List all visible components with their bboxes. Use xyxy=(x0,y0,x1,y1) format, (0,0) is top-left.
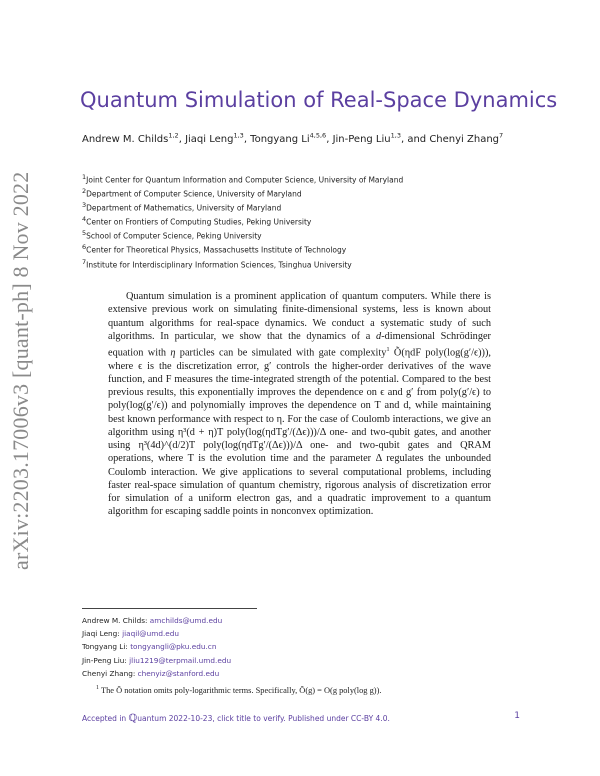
paper-title[interactable]: Quantum Simulation of Real-Space Dynamics xyxy=(80,88,558,112)
author: Andrew M. Childs$^{1,2}$, xyxy=(82,132,186,146)
author: Jiaqi Leng$^{1,3}$, xyxy=(185,132,251,146)
page-number: 1 xyxy=(514,711,520,721)
author-list xyxy=(82,132,532,145)
abstract: Quantum simulation is a prominent application of quantum computers. While there is extensive previous work on simulating finite-dimensional systems, less is known about quantum algorithms for real-space dynamics. We conduct a systematic study of such algorithms. In particular, we show that the dynamics of a d-dimensional Schrödinger equation with η particles can be simulated with gate complexity$^1$ Õ(ηdF poly(log(g′/ϵ))), where ϵ is the discretization error, g′ controls the higher-order derivatives of the wave function, and F measures the time-integrated strength of the potential. Compared to the best previous results, this exponentially improves the dependence on ϵ and g′ from poly(g′/ϵ) to poly(log(g′/ϵ)) and polynomially improves the dependence on T and d, while maintaining best known performance with respect to η. For the case of Coulomb interactions, we give an algorithm using η³(d + η)T poly(log(ηdTg′/(Δϵ)))/Δ one- and two-qubit gates, and another using η³(4d)^(d/2)T poly(log(ηdTg′/(Δϵ)))/Δ one- and two-qubit gates and QRAM operations, where T is the evolution time and the parameter Δ regulates the unbounded Coulomb interaction. We give applications to several computational problems, including faster real-space simulation of quantum chemistry, rigorous analysis of discretization error for simulation of a uniform electron gas, and a quadratic improvement to a quantum algorithm for escaping saddle points in nonconvex optimization. xyxy=(108,291,491,518)
footnote-marker[interactable]: 1 xyxy=(386,346,390,353)
contact-item: Jin-Peng Liu: jliu1219@terpmail.umd.edu xyxy=(82,655,232,665)
author: Jin-Peng Liu$^{1,3}$, and xyxy=(332,132,430,146)
affiliation: $^6$Center for Theoretical Physics, Massachusetts Institute of Technology xyxy=(82,243,347,255)
footnote: $^1$ The Õ notation omits poly-logarithmic terms. Specifically, Õ(g) = O(g poly(log g)). xyxy=(96,685,382,695)
arxiv-identifier: arXiv:2203.17006v3 [quant-ph] 8 Nov 2022 xyxy=(8,171,33,570)
journal-footer[interactable]: Accepted in ℚuantum 2022-10-23, click title to verify. Published under CC-BY 4.0. xyxy=(82,713,390,724)
contact-item: Chenyi Zhang: chenyiz@stanford.edu xyxy=(82,668,220,678)
contact-item: Tongyang Li: tongyangli@pku.edu.cn xyxy=(82,642,217,652)
email-link[interactable]: jliu1219@terpmail.umd.edu xyxy=(129,655,232,665)
author: Tongyang Li$^{4,5,6}$, xyxy=(250,132,333,146)
email-link[interactable]: chenyiz@stanford.edu xyxy=(137,668,220,678)
quantum-logo-icon: ℚ xyxy=(128,713,138,724)
footnote-divider xyxy=(82,608,257,609)
affiliation: $^5$School of Computer Science, Peking University xyxy=(82,229,262,241)
affiliation: $^3$Department of Mathematics, University of Maryland xyxy=(82,201,282,213)
email-link[interactable]: jiaqil@umd.edu xyxy=(122,629,180,639)
contact-item: Jiaqi Leng: jiaqil@umd.edu xyxy=(82,629,180,639)
author: Chenyi Zhang$^7$ xyxy=(429,132,504,146)
affiliation: $^4$Center on Frontiers of Computing Studies, Peking University xyxy=(82,215,312,227)
contact-item: Andrew M. Childs: amchilds@umd.edu xyxy=(82,616,223,625)
affiliation: $^1$Joint Center for Quantum Information and Computer Science, University of Maryland xyxy=(82,173,404,185)
affiliation: $^2$Department of Computer Science, University of Maryland xyxy=(82,187,302,199)
email-link[interactable]: tongyangli@pku.edu.cn xyxy=(130,642,217,652)
affiliation-list xyxy=(82,170,532,269)
email-link[interactable]: amchilds@umd.edu xyxy=(149,616,223,625)
contact-list xyxy=(82,614,382,680)
affiliation: $^7$Institute for Interdisciplinary Information Sciences, Tsinghua University xyxy=(82,257,352,270)
